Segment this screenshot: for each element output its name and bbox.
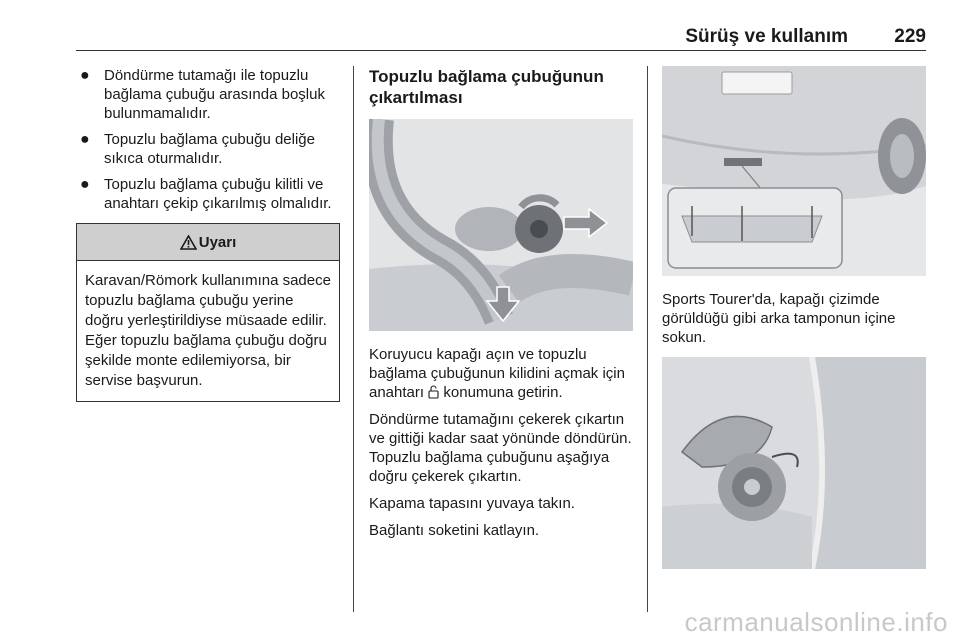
warning-box xyxy=(76,223,340,402)
warning-title: Uyarı xyxy=(198,233,237,251)
instruction-paragraph: Kapama tapasını yuvaya takın. xyxy=(369,495,575,512)
bullet-icon: ● xyxy=(80,67,90,84)
tow-bar-removal-illustration xyxy=(369,119,633,331)
page-header xyxy=(76,26,926,51)
unlocked-padlock-icon xyxy=(428,385,439,399)
instruction-paragraph: Koruyucu kapağı açın ve topuzlu bağlama çubuğunun kilidini açmak için anahtarı konumuna getirin. xyxy=(369,346,625,401)
list-item xyxy=(76,175,342,213)
list-item-text: Topuzlu bağlama çubuğu deliğe sıkıca oturmalıdır. xyxy=(104,131,315,167)
column-divider-left xyxy=(353,66,354,612)
bullet-icon: ● xyxy=(80,131,90,148)
instruction-paragraph: Döndürme tutamağını çekerek çıkartın ve gittiği kadar saat yönünde döndürün. Topuzlu bağlama çubuğunu aşağıya doğru çekerek çıkartın. xyxy=(369,411,632,485)
image-caption: Sports Tourer'da, kapağı çizimde görüldüğü gibi arka tamponun içine sokun. xyxy=(662,291,896,346)
list-item xyxy=(76,130,342,168)
subsection-title: Topuzlu bağlama çubuğunun çıkartılması xyxy=(369,67,604,107)
column-middle xyxy=(369,66,633,548)
list-item-text: Topuzlu bağlama çubuğu kilitli ve anahtarı çekip çıkarılmış olmalıdır. xyxy=(104,176,332,212)
bullet-icon: ● xyxy=(80,176,90,193)
warning-triangle-icon xyxy=(180,235,197,250)
warning-text: Karavan/Römork kullanımına sadece topuzlu bağlama çubuğu yerine doğru yerleştirildiyse müsaade edilir. Eğer topuzlu bağlama çubuğu doğru şekilde monte edilemiyorsa, bir servise başvurun. xyxy=(85,272,331,389)
list-item xyxy=(76,66,342,123)
column-divider-right xyxy=(647,66,648,612)
warning-header xyxy=(77,224,339,261)
bumper-socket-illustration xyxy=(662,357,926,569)
page-number: 229 xyxy=(894,26,926,47)
section-title: Sürüş ve kullanım xyxy=(685,26,848,47)
rear-bumper-illustration xyxy=(662,66,926,276)
list-item-text: Döndürme tutamağı ile topuzlu bağlama çubuğu arasında boşluk bulunmamalıdır. xyxy=(104,67,325,122)
instruction-paragraph: Bağlantı soketini katlayın. xyxy=(369,522,540,539)
column-left xyxy=(76,66,342,402)
column-right xyxy=(662,66,926,569)
watermark: carmanualsonline.info xyxy=(684,607,948,637)
